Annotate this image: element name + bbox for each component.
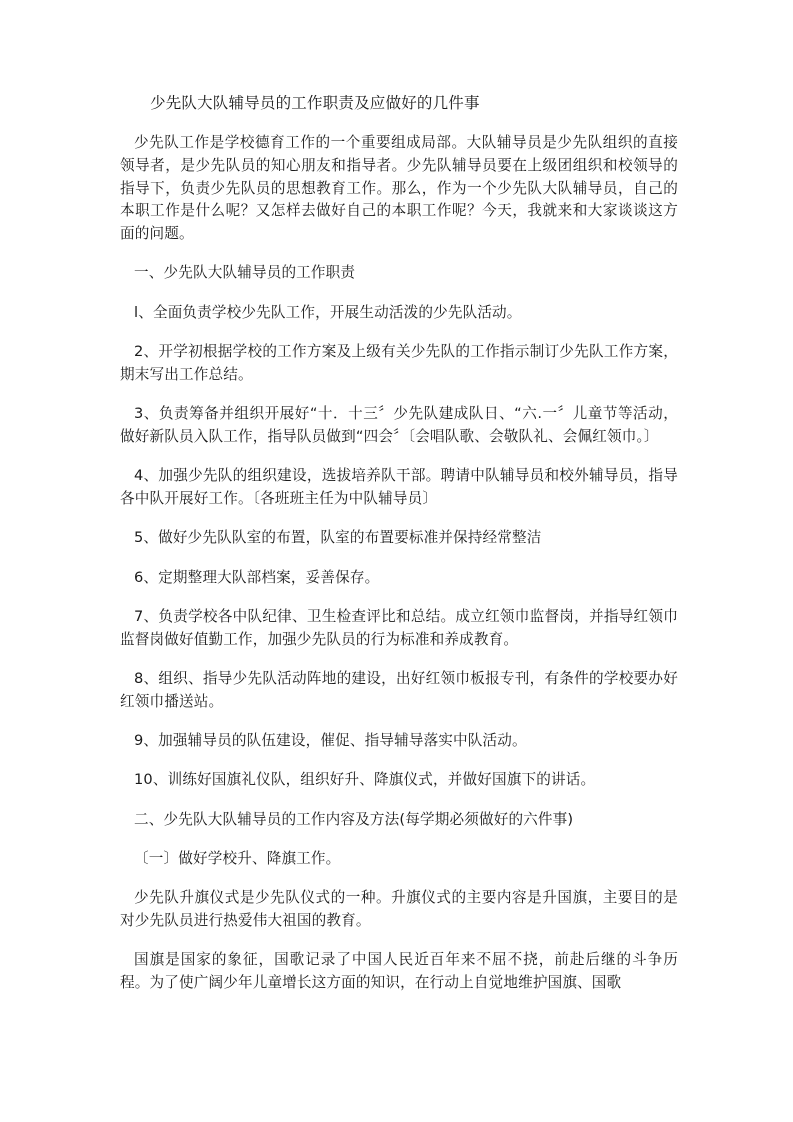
duty-item-1: l、全面负责学校少先队工作，开展生动活泼的少先队活动。 [134,303,522,321]
intro-paragraph: 少先队工作是学校德育工作的一个重要组成局部。大队辅导员是少先队组织的直接领导者，是少先队员的知心朋友和指导者。少先队辅导员要在上级团组织和校领导的指导下，负责少先队员的思想教育工作。那么，作为一个少先队大队辅导员，自己的本职工作是什么呢？又怎样去做好自己的本职工作呢？今天，我就来和大家谈谈这方面的问题。 [120,134,678,243]
section-heading-methods: 二、少先队大队辅导员的工作内容及方法(每学期必须做好的六件事) [134,810,574,828]
subsection-heading-flag: 〔一〕做好学校升、降旗工作。 [134,850,341,868]
duty-item-4: 4、加强少先队的组织建设，选拔培养队干部。聘请中队辅导员和校外辅导员，指导各中队开展好工作。〔各班班主任为中队辅导员〕 [120,467,678,508]
duty-item-10: 10、训练好国旗礼仪队，组织好升、降旗仪式，并做好国旗下的讲话。 [134,771,596,789]
flag-ceremony-paragraph: 少先队升旗仪式是少先队仪式的一种。升旗仪式的主要内容是升国旗，主要目的是对少先队员进行热爱伟大祖国的教育。 [120,889,678,930]
duty-item-5: 5、做好少先队队室的布置，队室的布置要标准并保持经常整洁 [134,529,542,547]
duty-item-6: 6、定期整理大队部档案，妥善保存。 [134,568,380,586]
duty-item-3: 3、负责筹备并组织开展好“十．十三〞少先队建成队日、“六.一〞儿童节等活动，做好新队员入队工作，指导队员做到“四会〞〔会唱队歌、会敬队礼、会佩红领巾。〕 [120,405,678,445]
document-body [120,132,678,1012]
document-title: 少先队大队辅导员的工作职责及应做好的几件事 [150,94,480,112]
duty-item-2: 2、开学初根据学校的工作方案及上级有关少先队的工作指示制订少先队工作方案，期末写出工作总结。 [120,343,678,383]
national-flag-paragraph: 国旗是国家的象征，国歌记录了中国人民近百年来不屈不挠，前赴后继的斗争历程。为了使广阔少年儿童增长这方面的知识，在行动上自觉地维护国旗、国歌 [120,951,678,992]
duty-item-9: 9、加强辅导员的队伍建设，催促、指导辅导落实中队活动。 [134,732,527,750]
duty-item-7: 7、负责学校各中队纪律、卫生检查评比和总结。成立红领巾监督岗，并指导红领巾监督岗做好值勤工作，加强少先队员的行为标准和养成教育。 [120,607,678,648]
section-heading-duties: 一、少先队大队辅导员的工作职责 [134,264,356,282]
duty-item-8: 8、组织、指导少先队活动阵地的建设，出好红领巾板报专刊，有条件的学校要办好红领巾播送站。 [120,670,678,710]
